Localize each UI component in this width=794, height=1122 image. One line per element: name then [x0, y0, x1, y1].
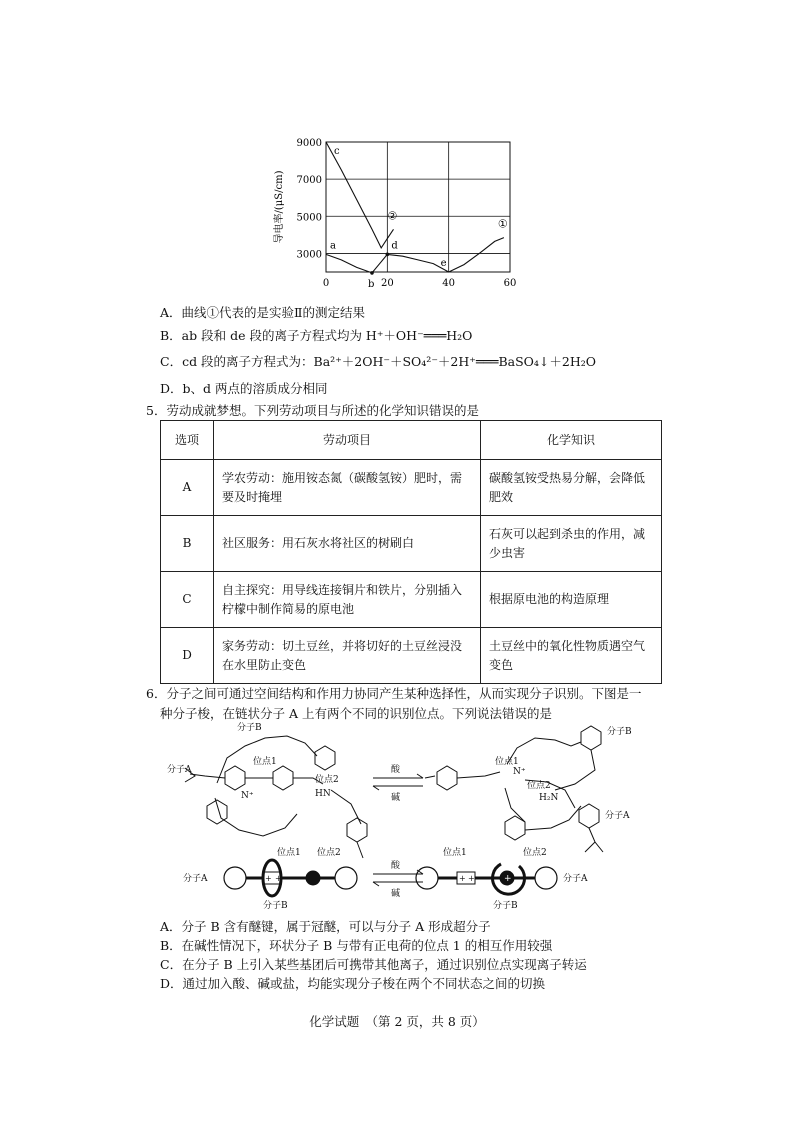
label-site2-left: 位点2 — [315, 775, 339, 785]
q6-stem-line2: 种分子梭，在链状分子 A 上有两个不同的识别位点。下列说法错误的是 — [160, 706, 552, 721]
label-acid-bottom: 酸 — [391, 861, 401, 871]
q6-stem-line1: 6．分子之间可通过空间结构和作用力协同产生某种选择性，从而实现分子识别。下图是一 — [146, 686, 642, 701]
label-h2n-right: H₂N — [539, 793, 559, 803]
table-row — [161, 628, 662, 684]
label-nplus-left: N⁺ — [241, 791, 254, 801]
cell-knowledge: 石灰可以起到杀虫的作用，减少虫害 — [481, 516, 662, 572]
data-point — [370, 271, 374, 275]
series-line-1 — [326, 238, 504, 273]
point-label-d: d — [391, 240, 398, 252]
label-hn-left: HN — [315, 789, 331, 799]
cell-knowledge: 碳酸氢铵受热易分解，会降低肥效 — [481, 460, 662, 516]
plus-sign: + — [265, 874, 272, 883]
cell-knowledge: 土豆丝中的氧化性物质遇空气变色 — [481, 628, 662, 684]
label-mol-b-left: 分子B — [237, 723, 262, 733]
cell-activity: 学农劳动：施用铵态氮（碳酸氢铵）肥时，需要及时掩埋 — [214, 460, 481, 516]
q5-table — [160, 420, 662, 684]
label-mol-a-right: 分子A — [605, 811, 630, 821]
x-tick-label: 40 — [442, 278, 456, 289]
cell-option: D — [161, 628, 214, 684]
label-nplus-right: N⁺ — [513, 767, 526, 777]
cartoon-mol-a-right: 分子A — [563, 874, 588, 884]
cell-option: C — [161, 572, 214, 628]
series-line-2 — [326, 142, 394, 248]
cell-activity: 家务劳动：切土豆丝，并将切好的土豆丝浸没在水里防止变色 — [214, 628, 481, 684]
plot-frame — [326, 142, 510, 272]
q4-option-b: B．ab 段和 de 段的离子方程式均为 H⁺＋OH⁻═══H₂O — [160, 328, 473, 343]
cartoon-right — [416, 864, 557, 894]
point-label-b: b — [368, 278, 375, 290]
x-tick-label: 20 — [380, 278, 394, 289]
cell-option: B — [161, 516, 214, 572]
label-mol-a-left: 分子A — [167, 765, 192, 775]
cartoon-site2-left: 位点2 — [317, 848, 341, 858]
cell-activity: 社区服务：用石灰水将社区的树刷白 — [214, 516, 481, 572]
q6-option-b: B．在碱性情况下，环状分子 B 与带有正电荷的位点 1 的相互作用较强 — [160, 938, 553, 953]
page-footer: 化学试题 （第 2 页，共 8 页） — [309, 1014, 485, 1029]
q4-option-a: A．曲线①代表的是实验Ⅱ的测定结果 — [160, 305, 366, 320]
cartoon-site1-left: 位点1 — [277, 848, 301, 858]
y-tick-label: 3000 — [296, 249, 322, 261]
col-option: 选项 — [161, 421, 214, 460]
q4-option-d: D．b、d 两点的溶质成分相同 — [160, 381, 328, 396]
x-tick-label: 0 — [322, 278, 330, 289]
molecular-shuttle-diagram — [155, 718, 655, 914]
point-label-e: e — [440, 258, 447, 269]
plus-sign: + — [468, 874, 475, 883]
table-row — [161, 460, 662, 516]
y-axis-label: 导电率/(μS/cm) — [274, 170, 285, 244]
table-header-row — [161, 421, 662, 460]
q6-option-d: D．通过加入酸、碱或盐，均能实现分子梭在两个不同状态之间的切换 — [160, 976, 546, 991]
cartoon-site2-right: 位点2 — [523, 848, 547, 858]
col-activity: 劳动项目 — [214, 421, 481, 460]
y-tick-label: 5000 — [296, 212, 322, 224]
label-acid-top: 酸 — [391, 765, 401, 775]
y-tick-label: 7000 — [296, 175, 322, 187]
cartoon-mol-a-left: 分子A — [183, 874, 208, 884]
label-site1-left: 位点1 — [253, 757, 277, 767]
label-site1-right: 位点1 — [495, 757, 519, 767]
table-row — [161, 572, 662, 628]
plus-sign: + — [459, 874, 466, 883]
x-tick-label: 60 — [503, 278, 517, 289]
cartoon-left — [224, 860, 357, 896]
q4-option-c: C．cd 段的离子方程式为：Ba²⁺＋2OH⁻＋SO₄²⁻＋2H⁺═══BaSO₄↓＋2H₂O — [160, 354, 596, 369]
cartoon-mol-b-left: 分子B — [263, 901, 288, 911]
plus-sign: + — [275, 874, 282, 883]
label-mol-b-right: 分子B — [607, 727, 632, 737]
plus-sign: + — [504, 874, 512, 884]
cell-activity: 自主探究：用导线连接铜片和铁片，分别插入柠檬中制作简易的原电池 — [214, 572, 481, 628]
cell-knowledge: 根据原电池的构造原理 — [481, 572, 662, 628]
series-label-2: ② — [387, 209, 398, 223]
label-site2-right: 位点2 — [527, 781, 551, 791]
cell-option: A — [161, 460, 214, 516]
conductivity-chart — [270, 128, 530, 303]
left-structure — [185, 736, 367, 858]
label-base-top: 碱 — [391, 793, 401, 803]
right-structure — [425, 726, 603, 852]
point-label-c: c — [334, 146, 340, 157]
cartoon-site1-right: 位点1 — [443, 848, 467, 858]
series-label-1: ① — [497, 217, 508, 231]
q6-option-a: A．分子 B 含有醚键，属于冠醚，可以与分子 A 形成超分子 — [160, 919, 491, 934]
table-row — [161, 516, 662, 572]
upper-equilibrium-arrows — [373, 774, 423, 790]
q5-stem: 5．劳动成就梦想。下列劳动项目与所述的化学知识错误的是 — [146, 403, 479, 418]
data-point — [386, 253, 390, 257]
cartoon-mol-b-right: 分子B — [493, 901, 518, 911]
point-label-a: a — [330, 240, 336, 252]
label-base-bottom: 碱 — [391, 889, 401, 899]
y-tick-label: 9000 — [296, 138, 322, 149]
col-knowledge: 化学知识 — [481, 421, 662, 460]
q6-option-c: C．在分子 B 上引入某些基团后可携带其他离子，通过识别位点实现离子转运 — [160, 957, 587, 972]
